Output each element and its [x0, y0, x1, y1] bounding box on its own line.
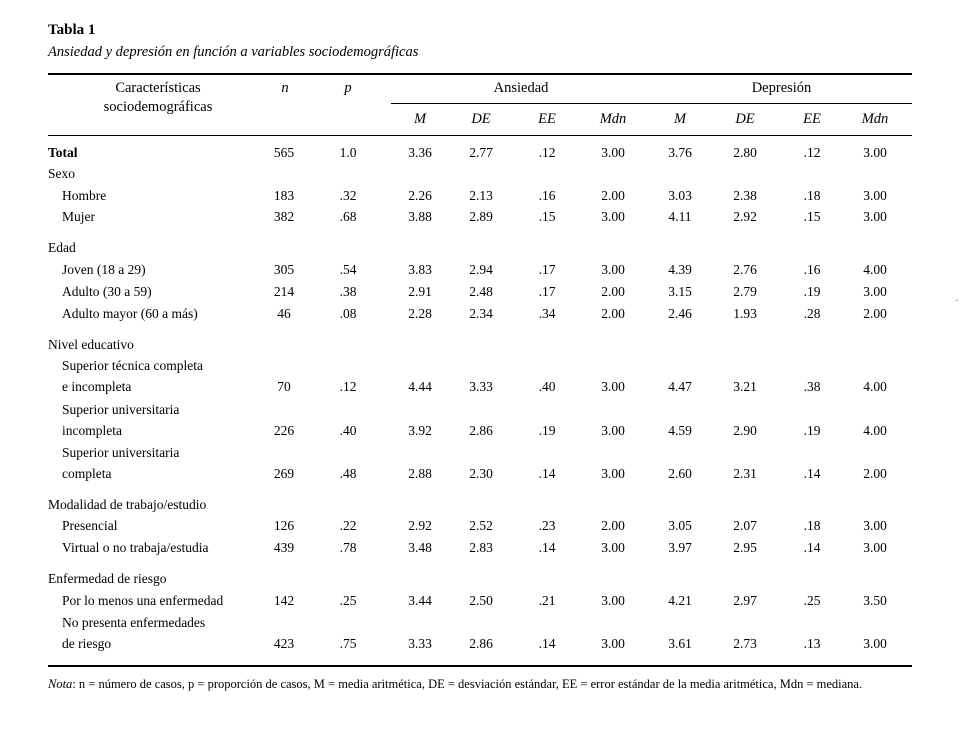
header-anxiety: Ansiedad — [493, 80, 549, 96]
table-cell: 439 — [273, 540, 295, 555]
table-cell: 46 — [277, 306, 291, 321]
table-cell: 2.26 — [408, 188, 432, 203]
table-cell: .13 — [803, 636, 821, 651]
table-cell: 4.00 — [863, 423, 887, 438]
table-cell: 3.00 — [601, 379, 625, 394]
table-cell: 2.95 — [733, 540, 757, 555]
table-cell: 565 — [273, 145, 295, 160]
table-cell: .16 — [538, 188, 556, 203]
table-cell: 142 — [273, 593, 295, 608]
table-cell: .12 — [339, 379, 357, 394]
table-cell: 4.00 — [863, 379, 887, 394]
table-cell: 70 — [277, 379, 291, 394]
table-cell: .40 — [538, 379, 556, 394]
table-cell: 3.36 — [408, 145, 432, 160]
table-cell: .16 — [803, 262, 821, 277]
table-cell: 3.21 — [733, 379, 757, 394]
table-cell: 2.00 — [601, 518, 625, 533]
subheader-2: EE — [538, 111, 556, 127]
table-cell: 3.48 — [408, 540, 432, 555]
table-cell: .12 — [538, 145, 556, 160]
table-cell: 2.07 — [733, 518, 757, 533]
header-depression: Depresión — [751, 80, 812, 96]
table-cell: 2.48 — [469, 284, 493, 299]
header-characteristics: Características — [115, 80, 201, 96]
table-cell: 2.83 — [469, 540, 493, 555]
subheader-6: EE — [803, 111, 821, 127]
table-note — [48, 676, 912, 692]
group-heading: Enfermedad de riesgo — [48, 571, 167, 586]
table-cell: 226 — [273, 423, 295, 438]
row-label: Por lo menos una enfermedad — [62, 593, 224, 608]
table-cell: 3.00 — [601, 466, 625, 481]
table-cell: 2.97 — [733, 593, 757, 608]
header-bottom-rule — [48, 135, 912, 136]
table-cell: 2.30 — [469, 466, 493, 481]
table-cell: 3.44 — [408, 593, 432, 608]
table-cell: 2.92 — [408, 518, 432, 533]
table-cell: 3.00 — [601, 636, 625, 651]
header-characteristics-line2: sociodemográficas — [103, 99, 213, 115]
table-cell: 2.31 — [733, 466, 757, 481]
table-cell: 2.73 — [733, 636, 757, 651]
table-cell: 4.00 — [863, 262, 887, 277]
table-cell: 183 — [273, 188, 295, 203]
table-cell: 2.50 — [469, 593, 493, 608]
header-n: n — [281, 80, 289, 96]
table-cell: 2.13 — [469, 188, 493, 203]
table-cell: 3.00 — [863, 209, 887, 224]
table-cell: .25 — [339, 593, 357, 608]
table-cell: .48 — [339, 466, 357, 481]
table-cell: 4.39 — [668, 262, 692, 277]
table-cell: .34 — [538, 306, 556, 321]
table-cell: 3.00 — [863, 145, 887, 160]
row-label: Presencial — [62, 518, 118, 533]
table-cell: 3.00 — [863, 636, 887, 651]
table-cell: 3.05 — [668, 518, 692, 533]
table-cell: 4.44 — [408, 379, 432, 394]
table-cell: 423 — [273, 636, 295, 651]
table-cell: 2.38 — [733, 188, 757, 203]
bottom-rule — [48, 665, 912, 667]
table-cell: 2.77 — [469, 145, 493, 160]
note-text: : n = número de casos, p = proporción de casos, M = media aritmética, DE = desviación estándar, EE = error estándar de la media aritmética, Mdn = mediana. — [72, 677, 863, 691]
table-subtitle: Ansiedad y depresión en función a variables sociodemográficas — [48, 44, 419, 60]
table-cell: .14 — [803, 466, 821, 481]
table-cell: 2.00 — [863, 306, 887, 321]
table-cell: 3.00 — [601, 593, 625, 608]
table-cell: 3.92 — [408, 423, 432, 438]
subheader-7: Mdn — [861, 111, 889, 127]
table-cell: 3.61 — [668, 636, 692, 651]
table-cell: .23 — [538, 518, 556, 533]
row-label: Total — [48, 145, 78, 160]
subheader-1: DE — [471, 111, 491, 127]
table-cell: 2.46 — [668, 306, 692, 321]
table-cell: 3.97 — [668, 540, 692, 555]
row-label: Adulto (30 a 59) — [62, 284, 152, 299]
row-label: Superior técnica completa — [62, 358, 203, 373]
table-cell: 2.92 — [733, 209, 757, 224]
table-cell: 305 — [273, 262, 295, 277]
table-cell: 2.76 — [733, 262, 757, 277]
table-cell: .68 — [339, 209, 357, 224]
table-cell: .14 — [538, 636, 556, 651]
table-cell: 3.03 — [668, 188, 692, 203]
table-cell: 382 — [273, 209, 295, 224]
group-heading: Modalidad de trabajo/estudio — [48, 497, 207, 512]
table-cell: 3.00 — [863, 284, 887, 299]
table-cell: 2.86 — [469, 636, 493, 651]
table-cell: 3.00 — [863, 540, 887, 555]
row-label-continued: incompleta — [62, 423, 122, 438]
row-label: Superior universitaria — [62, 445, 180, 460]
table-cell: 3.00 — [601, 423, 625, 438]
row-label: Virtual o no trabaja/estudia — [62, 540, 209, 555]
table-cell: 3.15 — [668, 284, 692, 299]
table-cell: .21 — [538, 593, 556, 608]
table-cell: .12 — [803, 145, 821, 160]
table-cell: 3.33 — [469, 379, 493, 394]
group-heading: Sexo — [48, 166, 75, 181]
table-cell: .38 — [339, 284, 357, 299]
table-cell: .19 — [803, 284, 821, 299]
table-cell: .14 — [538, 540, 556, 555]
group-heading: Edad — [48, 240, 76, 255]
table-cell: 269 — [273, 466, 295, 481]
table-cell: 2.94 — [469, 262, 493, 277]
table-cell: .14 — [803, 540, 821, 555]
table-cell: .22 — [339, 518, 357, 533]
row-label: Superior universitaria — [62, 402, 180, 417]
table-cell: .17 — [538, 262, 556, 277]
table-cell: 3.00 — [601, 262, 625, 277]
table-cell: .14 — [538, 466, 556, 481]
row-label-continued: e incompleta — [62, 379, 132, 394]
row-label: No presenta enfermedades — [62, 615, 206, 630]
table-cell: .38 — [803, 379, 821, 394]
row-label-continued: completa — [62, 466, 112, 481]
row-label: Mujer — [62, 209, 95, 224]
table-cell: .17 — [538, 284, 556, 299]
table-cell: 3.00 — [863, 188, 887, 203]
group-rule — [391, 103, 912, 104]
table-cell: 2.52 — [469, 518, 493, 533]
table-cell: .08 — [339, 306, 357, 321]
table-cell: 4.47 — [668, 379, 692, 394]
subheader-4: M — [673, 111, 687, 127]
table-cell: 2.90 — [733, 423, 757, 438]
table-cell: 3.00 — [601, 145, 625, 160]
table-cell: 2.88 — [408, 466, 432, 481]
table-title: Tabla 1 — [48, 22, 96, 38]
note-label: Nota — [48, 677, 73, 691]
table-cell: 2.89 — [469, 209, 493, 224]
table-cell: 3.50 — [863, 593, 887, 608]
table-cell: 2.91 — [408, 284, 432, 299]
table-cell: 2.79 — [733, 284, 757, 299]
table-cell: 1.0 — [339, 145, 357, 160]
table-cell: 2.80 — [733, 145, 757, 160]
table-cell: 4.59 — [668, 423, 692, 438]
group-heading: Nivel educativo — [48, 337, 134, 352]
table-cell: 4.21 — [668, 593, 692, 608]
table-cell: .40 — [339, 423, 357, 438]
stray-mark: · — [955, 293, 959, 307]
subheader-3: Mdn — [599, 111, 627, 127]
table-cell: 3.88 — [408, 209, 432, 224]
table-cell: 2.60 — [668, 466, 692, 481]
table-cell: 3.00 — [601, 209, 625, 224]
header-p: p — [344, 80, 352, 96]
table-cell: 2.00 — [863, 466, 887, 481]
table-cell: 2.28 — [408, 306, 432, 321]
table-cell: 3.83 — [408, 262, 432, 277]
table-cell: 3.33 — [408, 636, 432, 651]
table-cell: 214 — [273, 284, 295, 299]
table-cell: .18 — [803, 518, 821, 533]
table-cell: 3.00 — [863, 518, 887, 533]
table-cell: 2.86 — [469, 423, 493, 438]
table-cell: 2.00 — [601, 306, 625, 321]
table-cell: .15 — [803, 209, 821, 224]
table-cell: .78 — [339, 540, 357, 555]
table-cell: .54 — [339, 262, 357, 277]
row-label-continued: de riesgo — [62, 636, 112, 651]
subheader-0: M — [413, 111, 427, 127]
table-cell: .25 — [803, 593, 821, 608]
table-cell: 2.00 — [601, 188, 625, 203]
row-label: Hombre — [62, 188, 107, 203]
table-cell: .18 — [803, 188, 821, 203]
table-cell: .32 — [339, 188, 357, 203]
subheader-5: DE — [735, 111, 755, 127]
table-cell: .75 — [339, 636, 357, 651]
table-cell: 2.34 — [469, 306, 493, 321]
table-cell: .19 — [803, 423, 821, 438]
table-cell: 1.93 — [733, 306, 757, 321]
row-label: Adulto mayor (60 a más) — [62, 306, 198, 321]
table-cell: .28 — [803, 306, 821, 321]
table-cell: 126 — [273, 518, 295, 533]
table-cell: 4.11 — [668, 209, 692, 224]
table-cell: 3.76 — [668, 145, 692, 160]
table-cell: 3.00 — [601, 540, 625, 555]
row-label: Joven (18 a 29) — [62, 262, 146, 277]
table-cell: 2.00 — [601, 284, 625, 299]
table-cell: .15 — [538, 209, 556, 224]
top-rule — [48, 73, 912, 75]
table-cell: .19 — [538, 423, 556, 438]
